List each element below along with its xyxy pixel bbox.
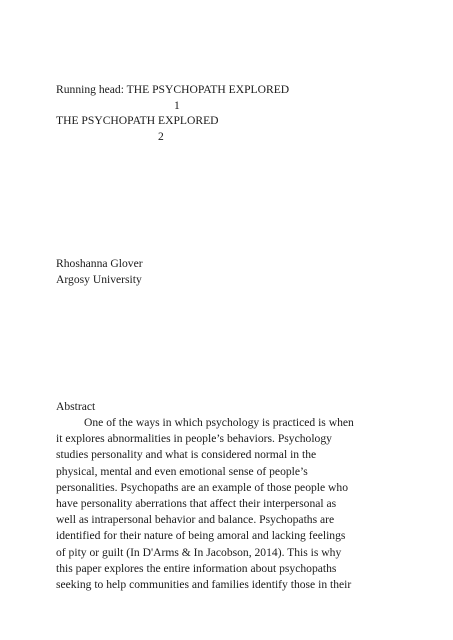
abstract-line: seeking to help communities and families identify those in their <box>56 577 352 591</box>
abstract-line: of pity or guilt (In D'Arms & In Jacobson, 2014). This is why <box>56 545 342 559</box>
abstract-heading: Abstract <box>56 400 96 413</box>
abstract-line: One of the ways in which psychology is practiced is when <box>84 416 354 429</box>
running-head: Running head: THE PSYCHOPATH EXPLORED <box>56 83 290 96</box>
abstract-body <box>56 415 406 593</box>
document-title: THE PSYCHOPATH EXPLORED <box>56 114 219 127</box>
page-number: 2 <box>158 130 164 143</box>
abstract-line: identified for their nature of being amoral and lacking feelings <box>56 529 346 543</box>
abstract-line: have personality aberrations that affect their interpersonal as <box>56 496 337 510</box>
abstract-line: studies personality and what is considered normal in the <box>56 448 317 462</box>
page-number: 1 <box>174 99 180 112</box>
abstract-line: well as intrapersonal behavior and balance. Psychopaths are <box>56 513 335 527</box>
author-name: Rhoshanna Glover <box>56 257 143 270</box>
abstract-line: it explores abnormalities in people’s behaviors. Psychology <box>56 432 332 446</box>
abstract-line: personalities. Psychopaths are an example of those people who <box>56 480 349 494</box>
author-institution: Argosy University <box>56 273 142 286</box>
abstract-line: this paper explores the entire information about psychopaths <box>56 561 337 575</box>
abstract-line: physical, mental and even emotional sense of people’s <box>56 464 308 478</box>
